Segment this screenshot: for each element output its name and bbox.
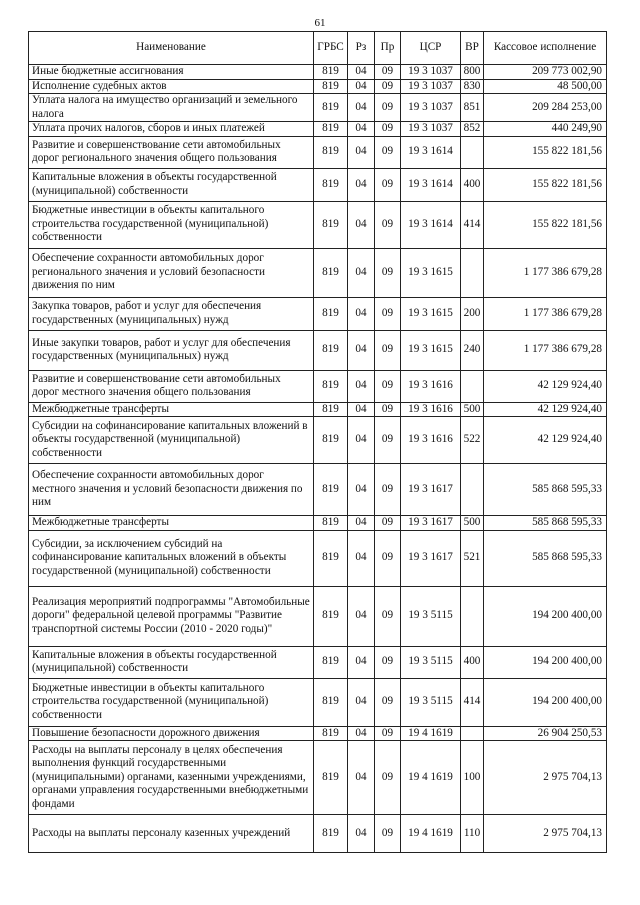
row-rz: 04	[348, 530, 375, 586]
row-grbs: 819	[314, 79, 348, 94]
row-amount: 1 177 386 679,28	[484, 297, 607, 330]
row-csr: 19 3 1616	[401, 402, 461, 417]
row-grbs: 819	[314, 516, 348, 531]
row-amount: 585 868 595,33	[484, 464, 607, 516]
row-vr: 200	[461, 297, 484, 330]
row-name: Уплата налога на имущество организаций и земельного налога	[29, 94, 314, 122]
table-row	[29, 530, 607, 586]
row-vr: 830	[461, 79, 484, 94]
row-pr: 09	[375, 79, 401, 94]
row-grbs: 819	[314, 168, 348, 201]
row-grbs: 819	[314, 530, 348, 586]
row-csr: 19 3 1615	[401, 248, 461, 297]
header-csr: ЦСР	[401, 32, 461, 65]
table-row	[29, 297, 607, 330]
row-amount: 194 200 400,00	[484, 586, 607, 646]
row-vr	[461, 464, 484, 516]
table-row	[29, 586, 607, 646]
row-rz: 04	[348, 741, 375, 815]
row-vr: 414	[461, 201, 484, 248]
row-rz: 04	[348, 402, 375, 417]
row-rz: 04	[348, 815, 375, 853]
row-vr: 400	[461, 646, 484, 678]
row-pr: 09	[375, 402, 401, 417]
row-amount: 26 904 250,53	[484, 726, 607, 741]
table-header-row	[29, 32, 607, 65]
row-vr: 852	[461, 122, 484, 137]
row-pr: 09	[375, 726, 401, 741]
row-pr: 09	[375, 248, 401, 297]
row-rz: 04	[348, 122, 375, 137]
row-vr: 800	[461, 65, 484, 80]
row-pr: 09	[375, 741, 401, 815]
row-grbs: 819	[314, 297, 348, 330]
row-csr: 19 3 1615	[401, 297, 461, 330]
row-vr	[461, 248, 484, 297]
row-amount: 585 868 595,33	[484, 530, 607, 586]
row-name: Расходы на выплаты персоналу в целях обеспечения выполнения функций государственными (муниципальными) органами, казенными учреждениями, органами управления государственными внебюджетными фондами	[29, 741, 314, 815]
row-pr: 09	[375, 516, 401, 531]
table-row	[29, 168, 607, 201]
row-grbs: 819	[314, 136, 348, 168]
header-amount: Кассовое исполнение	[484, 32, 607, 65]
row-name: Расходы на выплаты персоналу казенных учреждений	[29, 815, 314, 853]
table-row	[29, 370, 607, 402]
row-pr: 09	[375, 586, 401, 646]
table-row	[29, 136, 607, 168]
row-name: Развитие и совершенствование сети автомобильных дорог местного значения общего пользования	[29, 370, 314, 402]
row-pr: 09	[375, 370, 401, 402]
row-rz: 04	[348, 330, 375, 370]
row-name: Межбюджетные трансферты	[29, 516, 314, 531]
row-grbs: 819	[314, 464, 348, 516]
row-vr: 414	[461, 678, 484, 726]
row-pr: 09	[375, 65, 401, 80]
row-csr: 19 3 1037	[401, 65, 461, 80]
row-name: Бюджетные инвестиции в объекты капитального строительства государственной (муниципальной) собственности	[29, 201, 314, 248]
row-vr: 500	[461, 516, 484, 531]
row-csr: 19 3 5115	[401, 646, 461, 678]
row-grbs: 819	[314, 370, 348, 402]
row-pr: 09	[375, 678, 401, 726]
budget-table	[28, 31, 607, 853]
row-csr: 19 3 5115	[401, 678, 461, 726]
row-rz: 04	[348, 516, 375, 531]
row-amount: 155 822 181,56	[484, 168, 607, 201]
row-amount: 155 822 181,56	[484, 136, 607, 168]
row-amount: 48 500,00	[484, 79, 607, 94]
table-row	[29, 726, 607, 741]
row-name: Бюджетные инвестиции в объекты капитального строительства государственной (муниципальной) собственности	[29, 678, 314, 726]
row-name: Повышение безопасности дорожного движения	[29, 726, 314, 741]
row-csr: 19 4 1619	[401, 741, 461, 815]
row-pr: 09	[375, 464, 401, 516]
row-pr: 09	[375, 122, 401, 137]
row-pr: 09	[375, 168, 401, 201]
row-rz: 04	[348, 297, 375, 330]
row-csr: 19 3 1616	[401, 417, 461, 464]
row-pr: 09	[375, 646, 401, 678]
table-row	[29, 417, 607, 464]
row-rz: 04	[348, 65, 375, 80]
header-vr: ВР	[461, 32, 484, 65]
row-rz: 04	[348, 678, 375, 726]
row-csr: 19 3 1615	[401, 330, 461, 370]
table-row	[29, 516, 607, 531]
row-name: Обеспечение сохранности автомобильных дорог регионального значения и условий безопасности движения по ним	[29, 248, 314, 297]
row-grbs: 819	[314, 815, 348, 853]
row-csr: 19 3 1614	[401, 168, 461, 201]
table-row	[29, 65, 607, 80]
row-rz: 04	[348, 79, 375, 94]
row-vr: 851	[461, 94, 484, 122]
row-vr: 240	[461, 330, 484, 370]
row-grbs: 819	[314, 201, 348, 248]
table-row	[29, 79, 607, 94]
row-grbs: 819	[314, 65, 348, 80]
row-rz: 04	[348, 248, 375, 297]
row-vr	[461, 136, 484, 168]
table-row	[29, 815, 607, 853]
row-rz: 04	[348, 201, 375, 248]
row-pr: 09	[375, 815, 401, 853]
table-row	[29, 201, 607, 248]
row-grbs: 819	[314, 678, 348, 726]
header-pr: Пр	[375, 32, 401, 65]
row-grbs: 819	[314, 741, 348, 815]
row-vr: 521	[461, 530, 484, 586]
row-csr: 19 3 1617	[401, 464, 461, 516]
row-rz: 04	[348, 370, 375, 402]
row-grbs: 819	[314, 586, 348, 646]
table-row	[29, 464, 607, 516]
row-name: Субсидии, за исключением субсидий на софинансирование капитальных вложений в объекты государственной (муниципальной) собственности	[29, 530, 314, 586]
row-name: Капитальные вложения в объекты государственной (муниципальной) собственности	[29, 168, 314, 201]
row-pr: 09	[375, 94, 401, 122]
row-pr: 09	[375, 297, 401, 330]
row-name: Капитальные вложения в объекты государственной (муниципальной) собственности	[29, 646, 314, 678]
row-amount: 1 177 386 679,28	[484, 330, 607, 370]
header-name: Наименование	[29, 32, 314, 65]
row-name: Иные закупки товаров, работ и услуг для обеспечения государственных (муниципальных) нужд	[29, 330, 314, 370]
row-rz: 04	[348, 464, 375, 516]
row-grbs: 819	[314, 248, 348, 297]
row-name: Исполнение судебных актов	[29, 79, 314, 94]
row-grbs: 819	[314, 122, 348, 137]
row-amount: 42 129 924,40	[484, 402, 607, 417]
row-rz: 04	[348, 168, 375, 201]
row-vr	[461, 370, 484, 402]
row-name: Закупка товаров, работ и услуг для обеспечения государственных (муниципальных) нужд	[29, 297, 314, 330]
row-vr: 522	[461, 417, 484, 464]
row-csr: 19 3 1617	[401, 530, 461, 586]
row-vr: 110	[461, 815, 484, 853]
row-rz: 04	[348, 417, 375, 464]
row-name: Обеспечение сохранности автомобильных дорог местного значения и условий безопасности движения по ним	[29, 464, 314, 516]
row-rz: 04	[348, 726, 375, 741]
table-row	[29, 94, 607, 122]
row-grbs: 819	[314, 94, 348, 122]
row-amount: 194 200 400,00	[484, 646, 607, 678]
row-name: Уплата прочих налогов, сборов и иных платежей	[29, 122, 314, 137]
row-name: Развитие и совершенствование сети автомобильных дорог регионального значения общего пользования	[29, 136, 314, 168]
row-pr: 09	[375, 330, 401, 370]
row-pr: 09	[375, 530, 401, 586]
row-amount: 2 975 704,13	[484, 815, 607, 853]
row-name: Реализация мероприятий подпрограммы "Автомобильные дороги" федеральной целевой программы "Развитие транспортной системы России (2010 - 2020 годы)"	[29, 586, 314, 646]
table-row	[29, 122, 607, 137]
row-csr: 19 4 1619	[401, 815, 461, 853]
row-grbs: 819	[314, 417, 348, 464]
row-amount: 194 200 400,00	[484, 678, 607, 726]
row-csr: 19 3 1616	[401, 370, 461, 402]
row-amount: 209 773 002,90	[484, 65, 607, 80]
row-rz: 04	[348, 136, 375, 168]
row-rz: 04	[348, 586, 375, 646]
row-pr: 09	[375, 136, 401, 168]
row-rz: 04	[348, 94, 375, 122]
row-csr: 19 3 1037	[401, 94, 461, 122]
row-csr: 19 4 1619	[401, 726, 461, 741]
row-csr: 19 3 1617	[401, 516, 461, 531]
row-csr: 19 3 1614	[401, 136, 461, 168]
header-grbs: ГРБС	[314, 32, 348, 65]
row-vr: 500	[461, 402, 484, 417]
row-vr: 100	[461, 741, 484, 815]
row-amount: 2 975 704,13	[484, 741, 607, 815]
row-name: Межбюджетные трансферты	[29, 402, 314, 417]
row-vr	[461, 726, 484, 741]
table-row	[29, 646, 607, 678]
row-amount: 42 129 924,40	[484, 417, 607, 464]
row-pr: 09	[375, 417, 401, 464]
table-row	[29, 248, 607, 297]
row-csr: 19 3 5115	[401, 586, 461, 646]
row-grbs: 819	[314, 402, 348, 417]
table-row	[29, 402, 607, 417]
row-amount: 209 284 253,00	[484, 94, 607, 122]
row-grbs: 819	[314, 330, 348, 370]
row-grbs: 819	[314, 646, 348, 678]
row-csr: 19 3 1037	[401, 79, 461, 94]
row-amount: 440 249,90	[484, 122, 607, 137]
page-number: 61	[314, 17, 326, 29]
row-vr: 400	[461, 168, 484, 201]
row-name: Иные бюджетные ассигнования	[29, 65, 314, 80]
row-amount: 42 129 924,40	[484, 370, 607, 402]
row-csr: 19 3 1614	[401, 201, 461, 248]
table-row	[29, 678, 607, 726]
row-grbs: 819	[314, 726, 348, 741]
row-rz: 04	[348, 646, 375, 678]
header-rz: Рз	[348, 32, 375, 65]
row-amount: 155 822 181,56	[484, 201, 607, 248]
table-row	[29, 330, 607, 370]
row-amount: 1 177 386 679,28	[484, 248, 607, 297]
row-name: Субсидии на софинансирование капитальных вложений в объекты государственной (муниципальной) собственности	[29, 417, 314, 464]
row-pr: 09	[375, 201, 401, 248]
row-amount: 585 868 595,33	[484, 516, 607, 531]
row-vr	[461, 586, 484, 646]
table-row	[29, 741, 607, 815]
row-csr: 19 3 1037	[401, 122, 461, 137]
